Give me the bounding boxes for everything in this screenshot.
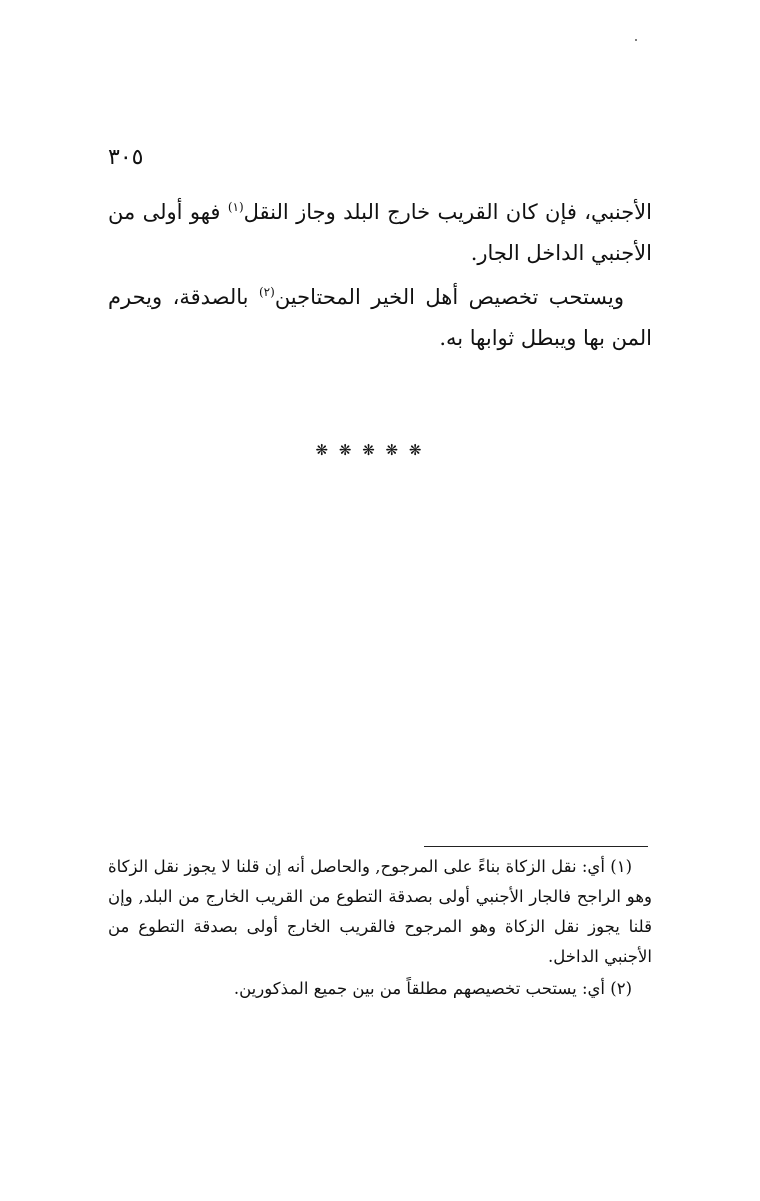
paragraph-2 xyxy=(108,277,652,359)
section-separator: ❋ ❋ ❋ ❋ ❋ xyxy=(315,441,425,459)
footnote-1-marker: (١) xyxy=(610,857,632,876)
page-number: ٣٠٥ xyxy=(108,145,144,170)
footnote-2-marker: (٢) xyxy=(610,979,632,998)
footnote-ref-2: (٢) xyxy=(258,285,275,299)
footnote-divider xyxy=(424,846,648,847)
footnote-ref-1: (١) xyxy=(227,200,244,214)
footnote-2 xyxy=(108,974,652,1004)
footnote-1 xyxy=(108,852,652,972)
scan-speck xyxy=(635,39,637,41)
paragraph-1-text-a: الأجنبي، فإن كان القريب خارج البلد وجاز النقل xyxy=(243,200,652,224)
footnote-2-text: أي: يستحب تخصيصهم مطلقاً من بين جميع المذكورين. xyxy=(233,979,611,998)
paragraph-2-text-a: ويستحب تخصيص أهل الخير المحتاجين xyxy=(274,285,624,309)
paragraph-1-text-b: فهو أولى من الأجنبي الداخل الجار. xyxy=(108,200,652,265)
paragraph-2-text-b: بالصدقة، ويحرم المن بها ويبطل ثوابها به. xyxy=(108,285,652,350)
body-text xyxy=(108,192,652,359)
footnotes xyxy=(108,852,652,1004)
footnote-1-text: أي: نقل الزكاة بناءً على المرجوح, والحاصل أنه إن قلنا لا يجوز نقل الزكاة وهو الراجح فالجار الأجنبي أولى بصدقة التطوع من القريب الخارج من البلد, وإن قلنا يجوز نقل الزكاة وهو المرجوح فالقريب الخارج أولى بصدقة التطوع من الأجنبي الداخل. xyxy=(108,857,652,966)
paragraph-1 xyxy=(108,192,652,274)
